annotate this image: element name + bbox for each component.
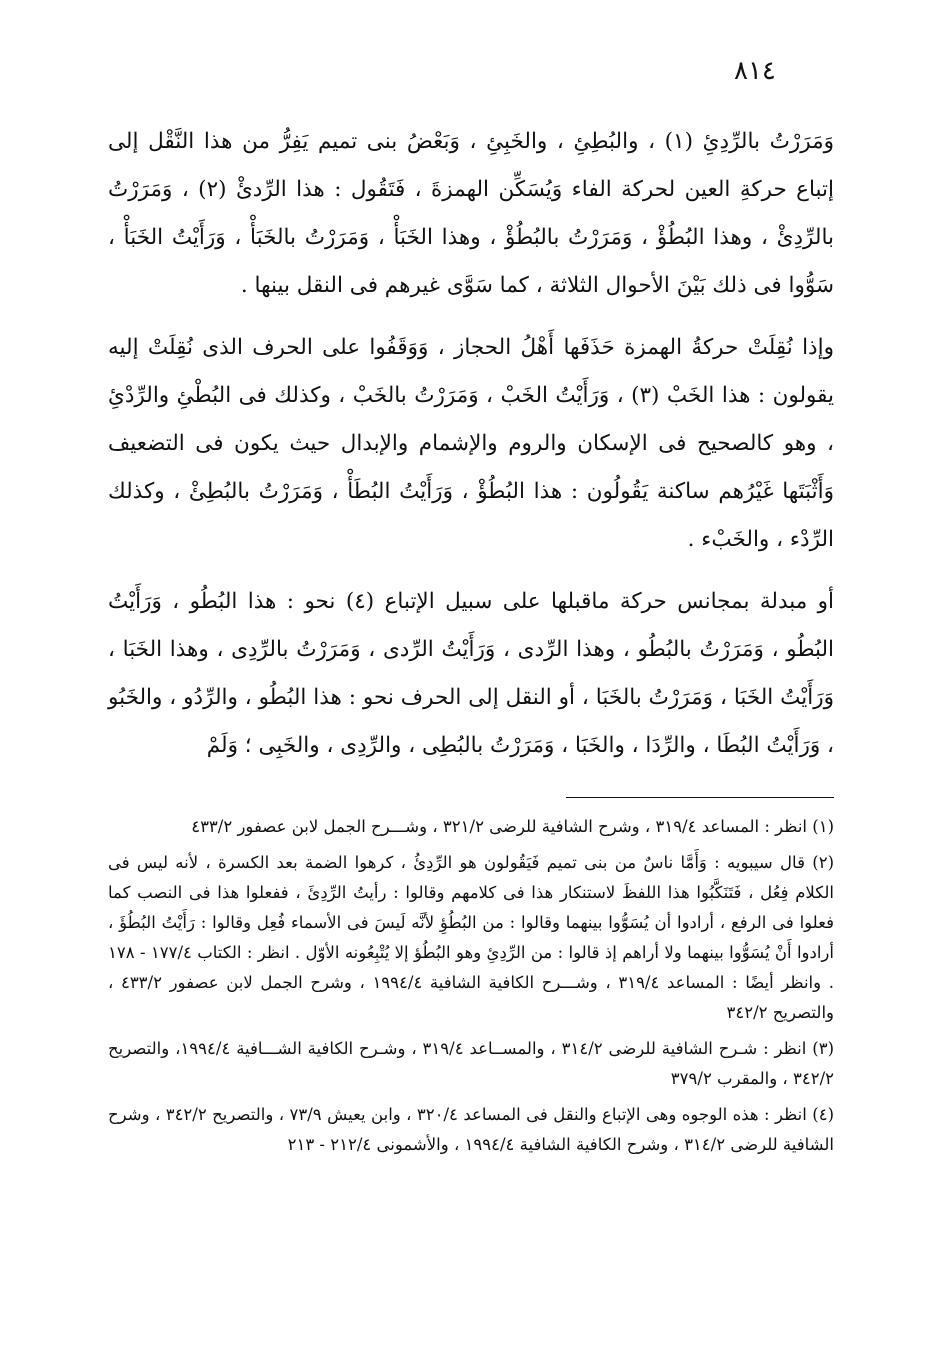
- footnote: (٣) انظر : شـرح الشافية للرضى ٣١٤/٢ ، والمســاعد ٣١٩/٤ ، وشـرح الكافية الشـــافية ١٩٩٤/٤، والتصريح ٣٤٢/٢ ، والمقرب ٣٧٩/٢: [108, 1039, 834, 1088]
- body-paragraph: وإذا نُقِلَتْ حركةُ الهمزة حَذَفَها أَهْلُ الحجاز ، وَوَقَفُوا على الحرف الذى نُقِلَتْ إليه يقولون : هذا الخَبْ (٣) ، وَرَأَيْتُ الخَبْ ، وَمَرَرْتُ بالخَبْ ، وكذلك فى البُطْئِ والرِّدْئِ ، وهو كالصحيح فى الإسكان والروم والإشمام والإبدال حيث يكون فى التضعيف وَأَثْبَتَها غَيْرُهم ساكنة يَقُولُون : هذا البُطُؤْ ، وَرَأَيْتُ البُطَأْ ، وَمَرَرْتُ بالبُطِئْ ، وكذلك الرِّدْء ، والخَبْء .: [108, 335, 835, 552]
- footnote: (٢) قال سيبويه : وَأَمَّا ناسٌ من بنى تميم فَيَقُولون هو الرِّدِئُ ، كرهوا الضمة بعد الكسرة ، لأنه ليس فى الكلام فِعُل ، فَتَنَكَّبُوا هذا اللفظَ لاستنكار هذا فى كلامهم وقالوا : رأيتُ الرِّدِئَ ، ففعلوا هذا فى النصب كما فعلوا فى الرفع ، أرادوا أن يُسَوُّوا بينهما وقالوا : من البُطُؤِ لأنَّه لَيسَ فى الأسماء فُعِل وقالوا : رَأَيْتُ البُطُؤَ ، أرادوا أَنْ يُسَوُّوا بينهما ولا أراهم إذ قالوا : من الرِّدِئِ وهو البُطُؤ إلا يُتْبِعُونه الأوّل . انظر : الكتاب ١٧٧/٤ - ١٧٨ . وانظر أيضًا : المساعد ٣١٩/٤ ، وشـــرح الكافية الشافية ١٩٩٤/٤ ، وشرح الجمل لابن عصفور ٤٣٣/٢ ، والتصريح ٣٤٢/٢: [108, 853, 834, 1022]
- page-number: ٨١٤: [734, 56, 776, 86]
- footnote-separator: [566, 797, 834, 798]
- body-paragraph: أو مبدلة بمجانس حركة ماقبلها على سبيل الإتباع (٤) نحو : هذا البُطُو ، وَرَأَيْتُ البُطُو ، وَمَرَرْتُ بالبُطُو ، وهذا الرِّدى ، وَرَأَيْتُ الرِّدى ، وَمَرَرْتُ بالرِّدِى ، وهذا الخَبَا ، وَرَأَيْتُ الخَبَا ، وَمَرَرْتُ بالخَبَا ، أو النقل إلى الحرف نحو : هذا البُطُو ، والرِّدُو ، والخَبُو ، وَرَأَيْتُ البُطَا ، والرِّدَا ، والخَبَا ، وَمَرَرْتُ بالبُطِى ، والرِّدِى ، والخَبِى ؛ وَلَمْ: [108, 589, 834, 758]
- footnote: (٤) انظر : هذه الوجوه وهى الإتباع والنقل فى المساعد ٣٢٠/٤ ، وابن يعيش ٧٣/٩ ، والتصريح ٣٤٢/٢ ، وشرح الشافية للرضى ٣١٤/٢ ، وشرح الكافية الشافية ١٩٩٤/٤ ، والأشمونى ٢١٢/٤ - ٢١٣: [108, 1105, 834, 1154]
- footnotes: [108, 812, 834, 1166]
- main-text: [108, 118, 834, 770]
- footnote: (١) انظر : المساعد ٣١٩/٤ ، وشرح الشافية للرضى ٣٢١/٢ ، وشـــرح الجمل لابن عصفور ٤٣٣/٢: [191, 817, 834, 836]
- body-paragraph: وَمَرَرْتُ بالرِّدِئِ (١) ، والبُطِئِ ، والخَبِئِ ، وَبَعْضُ بنى تميم يَفِرُّ من هذا النَّقْل إلى إتباع حركةِ العين لحركة الفاء وَيُسَكِّن الهمزةَ ، فَتَقُول : هذا الرِّدئْ (٢) ، وَمَرَرْتُ بالرِّدِئْ ، وهذا البُطُؤْ ، وَمَرَرْتُ بالبُطُؤْ ، وهذا الخَبَأْ ، وَمَرَرْتُ بالخَبَأْ ، وَرَأَيْتُ الخَبَأْ ، سَوُّوا فى ذلك بَيْنَ الأحوال الثلاثة ، كما سَوَّى غيرهم فى النقل بينها .: [108, 129, 834, 298]
